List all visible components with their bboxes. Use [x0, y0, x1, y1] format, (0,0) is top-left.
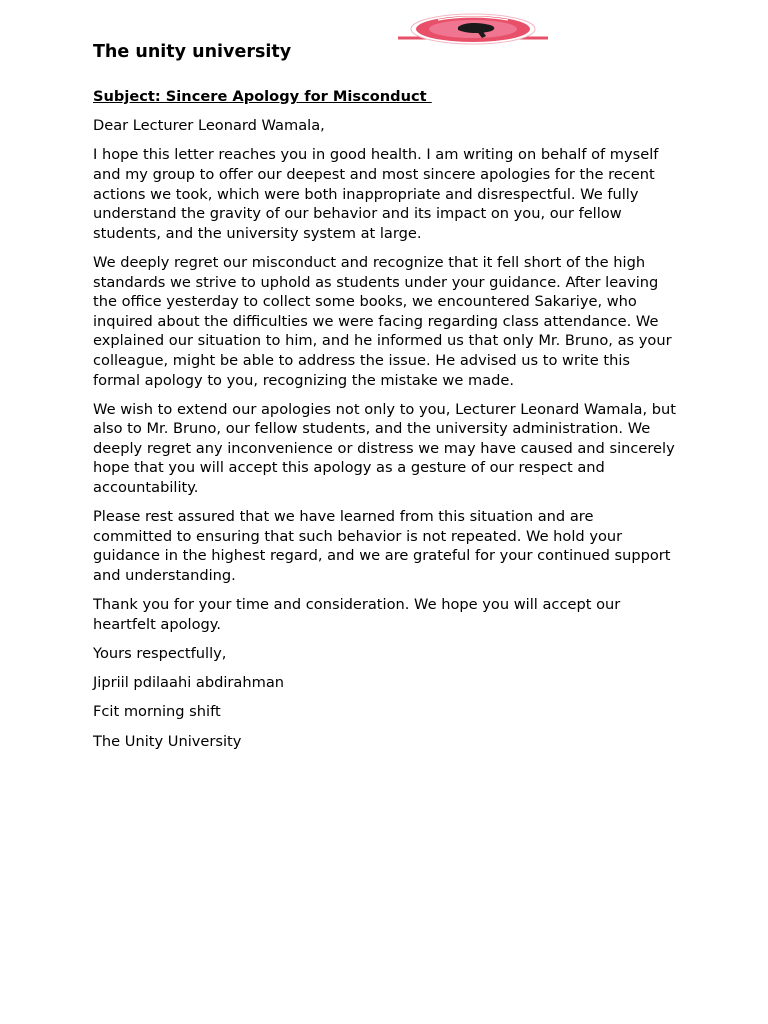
letter-paragraph: Please rest assured that we have learned from this situation and are committed to ensuring that such behavior is not repeated. We hold your guidance in the highest regard, and we are grateful for your continued support and understanding. [93, 508, 671, 585]
signature-institution: The Unity University [93, 732, 242, 750]
letter-body [93, 87, 677, 761]
letter-paragraph: We wish to extend our apologies not only to you, Lecturer Leonard Wamala, but also to Mr. Bruno, our fellow students, and the university administration. We deeply regret any inconvenience or distress we may have caused and sincerely hope that you will accept this apology as a gesture of our respect and accountability. [93, 400, 676, 497]
university-logo-icon [398, 12, 548, 46]
letter-paragraph: I hope this letter reaches you in good health. I am writing on behalf of myself and my group to offer our deepest and most sincere apologies for the recent actions we took, which were both inappropriate and disrespectful. We fully understand the gravity of our behavior and its impact on you, our fellow students, and the university system at large. [93, 146, 659, 242]
university-heading: The unity university [93, 42, 292, 62]
letter-closing: Yours respectfully, [93, 645, 227, 662]
letter-salutation: Dear Lecturer Leonard Wamala, [93, 117, 325, 135]
signature-name: Jipriil pdilaahi abdirahman [93, 674, 285, 692]
letter-paragraph: We deeply regret our misconduct and recognize that it fell short of the high standards we strive to uphold as students under your guidance. After leaving the office yesterday to collect some books, we encountered Sakariye, who inquired about the difficulties we were facing regarding class attendance. We explained our situation to him, and he informed us that only Mr. Bruno, as your colleague, might be able to address the issue. He advised us to write this formal apology to you, recognizing the mistake we made. [93, 253, 672, 389]
letter-paragraph: Thank you for your time and consideration. We hope you will accept our heartfelt apology. [93, 596, 621, 633]
letter-subject: Subject: Sincere Apology for Misconduct [93, 88, 432, 105]
signature-shift: Fcit morning shift [93, 703, 221, 721]
